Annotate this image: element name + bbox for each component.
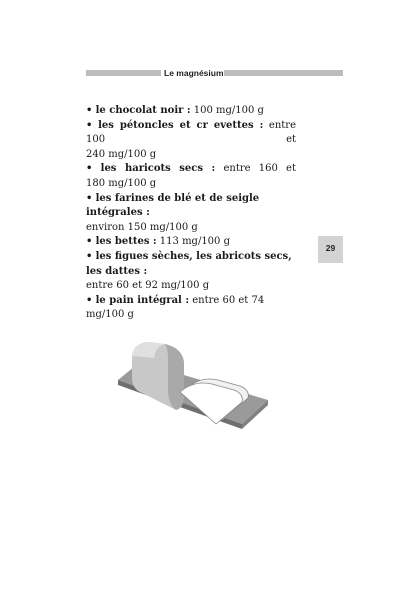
magnesium-amount: entre 100 et [86,119,296,146]
food-name: le chocolat noir : [95,105,191,116]
running-header [86,66,343,80]
list-item-continuation: environ 150 mg/100 g [86,221,198,233]
magnesium-amount: 100 mg/100 g [190,105,264,116]
food-name: les pétoncles et cr evettes : [98,119,264,131]
bullet: • [86,294,93,306]
list-item [86,250,296,279]
food-name: les bettes : [95,236,157,248]
bullet: • [86,250,93,262]
header-rule-right [224,70,343,76]
list-item [86,235,296,250]
list-item [86,119,296,148]
list-item-continuation: 240 mg/100 g [86,148,157,160]
magnesium-amount: entre 160 et [215,163,296,175]
magnesium-amount: entre 60 et 74 mg/100 g [86,294,265,321]
page-number-tab [318,236,343,263]
list-item [86,192,296,221]
header-rule-left [86,70,161,76]
list-item [86,294,296,323]
magnesium-sources-list [86,104,296,323]
list-item [86,162,296,177]
bullet: • [86,119,93,131]
food-name: le pain intégral : [95,294,190,306]
food-name: les haricots secs : [100,163,216,175]
bullet: • [86,192,93,204]
bullet: • [86,163,93,175]
header-title: Le magnésium [164,68,224,78]
page-number: 29 [325,243,336,253]
bullet: • [86,236,93,248]
list-item [86,104,296,119]
list-item-continuation: entre 60 et 92 mg/100 g [86,280,210,292]
magnesium-amount: 113 mg/100 g [156,236,230,248]
food-name: les figues sèches, les abricots secs, les dattes : [86,250,292,277]
bread-loaf-icon [110,332,275,452]
food-name: les farines de blé et de seigle intégrales : [86,192,260,219]
list-item-continuation: 180 mg/100 g [86,177,157,189]
bullet: • [86,105,93,116]
